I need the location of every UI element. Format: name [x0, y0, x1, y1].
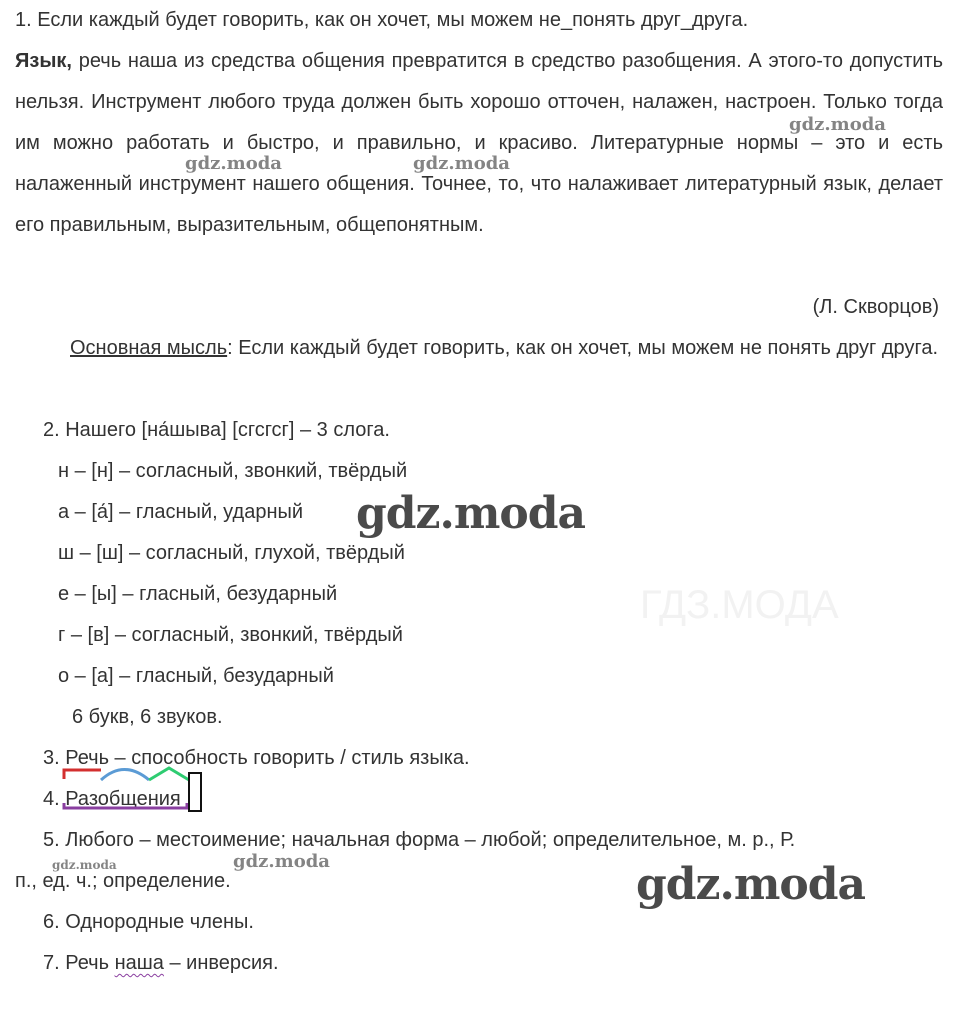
task3-line: 3. Речь – способность говорить / стиль языка.	[43, 747, 470, 769]
watermark: gdz.moda	[789, 114, 886, 135]
task4-number: 4.	[43, 788, 66, 810]
prefix-mark	[64, 770, 101, 779]
watermark: gdz.moda	[413, 153, 510, 174]
morpheme-marks	[63, 765, 211, 825]
suffix-mark	[149, 768, 189, 780]
author-line: (Л. Скворцов)	[812, 296, 939, 318]
task7-before: 7. Речь	[43, 952, 115, 974]
watermark: gdz.moda	[636, 859, 866, 910]
phonetic-line: г – [в] – согласный, звонкий, твёрдый	[58, 624, 403, 646]
watermark-faint: ГДЗ.МОДА	[640, 583, 839, 627]
word-ending: я	[169, 788, 181, 810]
task5-line1: 5. Любого – местоимение; начальная форма – любой; определительное, м. р., Р.	[43, 829, 796, 851]
task1-line1-text: 1. Если каждый будет говорить, как он хочет, мы можем не_понять друг_друга.	[15, 9, 749, 31]
task5-line2: п., ед. ч.; определение.	[15, 870, 231, 892]
phonetic-line: а – [а́] – гласный, ударный	[58, 501, 304, 523]
watermark: gdz.moda	[185, 153, 282, 174]
morpheme-word	[65, 779, 181, 820]
task7-line	[43, 943, 279, 984]
ending-box	[189, 773, 201, 811]
phonetic-line: ш – [ш] – согласный, глухой, твёрдый	[58, 542, 405, 564]
task1-bold-word: Язык,	[15, 50, 72, 72]
phonetic-line: е – [ы] – гласный, безударный	[58, 583, 338, 605]
main-idea-label: Основная мысль	[70, 337, 228, 359]
task1-paragraph	[15, 41, 943, 246]
task1-paragraph-text: речь наша из средства общения превратится в средство разобщения. А этого-то допустить нельзя. Инструмент любого труда должен быть хорошо отточен, налажен, настроен. Только тогда им можно работать и быстро, и правильно, и красиво. Литературные нормы – это и есть налаженный инструмент нашего общения. Точнее, то, что налаживает литературный язык, делает его правильным, выразительным, общепонятным.	[15, 50, 943, 236]
task7-underlined-word: наша	[114, 952, 164, 974]
watermark: gdz.moda	[52, 858, 117, 872]
stem-underline	[64, 803, 187, 808]
main-idea	[15, 328, 943, 369]
task6-line: 6. Однородные члены.	[43, 911, 254, 933]
watermark: gdz.moda	[233, 851, 330, 872]
word-stem: Разобщени	[65, 788, 170, 810]
main-idea-text: : Если каждый будет говорить, как он хочет, мы можем не понять друг друга.	[227, 337, 938, 359]
task1-first-line	[15, 0, 943, 41]
task7-after: – инверсия.	[163, 952, 279, 974]
watermark: gdz.moda	[356, 488, 586, 539]
phonetic-line: о – [а] – гласный, безударный	[58, 665, 334, 687]
task4-line	[43, 779, 181, 820]
phonetic-line: н – [н] – согласный, звонкий, твёрдый	[58, 460, 408, 482]
root-arc	[101, 770, 149, 781]
task2-summary: 6 букв, 6 звуков.	[72, 706, 223, 728]
task2-heading: 2. Нашего [на́шыва] [сгсгсг] – 3 слога.	[43, 419, 390, 441]
